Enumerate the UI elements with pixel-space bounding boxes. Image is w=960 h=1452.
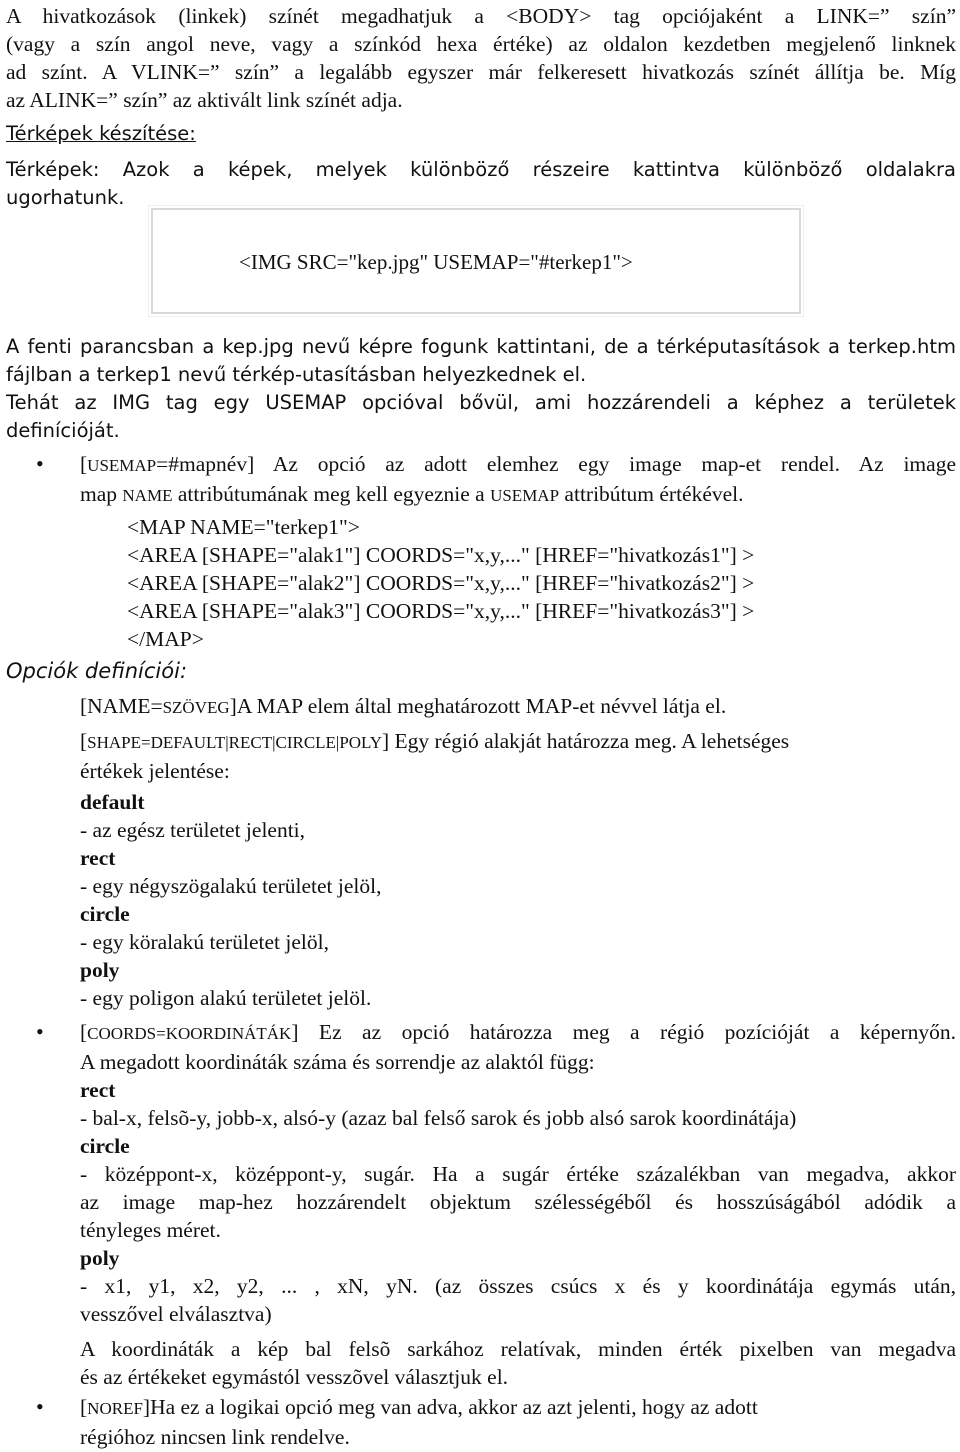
coords-rel-l2: és az értékeket egymástól vesszõvel választjuk el. <box>80 1365 509 1389</box>
coords-poly-name: poly <box>80 1246 120 1270</box>
shape-rect-name: rect <box>80 846 116 870</box>
bullet-usemap: • <box>36 451 44 476</box>
usemap-keyword: USEMAP <box>87 456 157 475</box>
noref-keyword: NOREF <box>87 1399 143 1418</box>
usemap-desc-1: =#mapnév] Az opció az adott elemhez egy image map-et rendel. Az image <box>156 452 956 476</box>
coords-keyword: COORDS=KOORDINÁTÁK <box>87 1024 292 1043</box>
code-line-2: <AREA [SHAPE="alak1"] COORDS="x,y,..." [HREF="hivatkozás1"] > <box>127 543 755 567</box>
definition-paragraph <box>6 156 956 212</box>
bullet-noref: • <box>36 1394 44 1419</box>
usemap-desc-2b: attribútumának meg kell egyeznie a <box>172 482 491 506</box>
bracket-open: [ <box>80 452 88 476</box>
image-placeholder <box>151 208 801 314</box>
coords-circle-l2: az image map-hez hozzárendelt objektum szélességéből és hosszúságából adódik a <box>80 1190 956 1214</box>
shape-keyword: SHAPE=DEFAULT|RECT|CIRCLE|POLY <box>87 733 383 752</box>
intro-line-2: (vagy a szín angol neve, vagy a színkód hexa értéke) az oldalon kezdetben megjelenő linknek <box>6 32 956 56</box>
coords-circle-l1: - középpont-x, középpont-y, sugár. Ha a sugár értéke százalékban van megadva, akkor <box>80 1162 956 1186</box>
code-line-3: <AREA [SHAPE="alak2"] COORDS="x,y,..." [HREF="hivatkozás2"] > <box>127 571 755 595</box>
noref-option <box>80 1393 958 1451</box>
noref-line2: régióhoz nincsen link rendelve. <box>80 1425 350 1449</box>
shape-poly-desc: - egy poligon alakú területet jelöl. <box>80 986 372 1010</box>
shape-opt-b: ] Egy régió alakját határozza meg. A lehetséges <box>382 729 790 753</box>
shape-circle-desc: - egy köralakú területet jelöl, <box>80 930 329 954</box>
name-opt-b: ]A MAP elem által meghatározott MAP-et névvel látja el. <box>229 694 727 718</box>
usemap-option <box>80 450 956 510</box>
intro-line-4: az ALINK=” szín” az aktivált link színét adja. <box>6 88 403 112</box>
shape-circle-name: circle <box>80 902 130 926</box>
code-line-1: <MAP NAME="terkep1"> <box>127 515 360 539</box>
coords-b: ] Ez az opció határozza meg a régió pozícióját a képernyőn. <box>291 1020 956 1044</box>
coords-circle-l3: tényleges méret. <box>80 1218 221 1242</box>
coords-rect-desc: - bal-x, felsõ-y, jobb-x, alsó-y (azaz bal felső sarok és jobb alsó sarok koordinátája) <box>80 1106 797 1130</box>
coords-rel-l1: A koordináták a kép bal felsõ sarkához relatívak, minden érték pixelben van megadva <box>80 1337 956 1361</box>
usemap-desc-2c: attribútum értékével. <box>559 482 744 506</box>
intro-line-3: ad színt. A VLINK=” szín” a legalább egyszer már felkeresett hivatkozás színét állítja be. Míg <box>6 60 956 84</box>
usemap-line-2: fájlban a terkep1 nevű térkép-utasításban helyezkednek el. <box>6 363 587 386</box>
name-opt-a: [NAME= <box>80 694 163 718</box>
usemap-desc-2a: map <box>80 482 123 506</box>
coords-line2: A megadott koordináták száma és sorrendje az alaktól függ: <box>80 1050 595 1074</box>
section-heading: Térképek készítése: <box>6 122 196 145</box>
options-heading: Opciók definíciói: <box>6 659 188 683</box>
shape-opt-line2: értékek jelentése: <box>80 759 230 783</box>
usemap-line-3: Tehát az IMG tag egy USEMAP opcióval bővül, ami hozzárendeli a képhez a területek <box>6 391 956 414</box>
usemap-line-4: definícióját. <box>6 419 120 442</box>
intro-paragraph <box>6 2 956 114</box>
bullet-coords: • <box>36 1019 44 1044</box>
code-line-4: <AREA [SHAPE="alak3"] COORDS="x,y,..." [HREF="hivatkozás3"] > <box>127 599 755 623</box>
shape-rect-desc: - egy négyszögalakú területet jelöl, <box>80 874 382 898</box>
shape-option <box>80 727 958 785</box>
intro-line-1: A hivatkozások (linkek) színét megadhatjuk a <BODY> tag opciójaként a LINK=” szín” <box>6 4 956 28</box>
coords-rect-name: rect <box>80 1078 116 1102</box>
coords-poly-l1: - x1, y1, x2, y2, ... , xN, yN. (az összes csúcs x és y koordinátája egymás után, <box>80 1274 956 1298</box>
definition-line-2: ugorhatunk. <box>6 186 125 209</box>
definition-line-1: Térképek: Azok a képek, melyek különböző részeire kattintva különböző oldalakra <box>6 158 956 181</box>
shape-poly-name: poly <box>80 958 120 982</box>
usemap-keyword-2: USEMAP <box>490 486 560 505</box>
usemap-paragraph <box>6 333 956 445</box>
name-option <box>80 692 958 722</box>
shape-opt-a: [ <box>80 729 88 753</box>
shape-values-list <box>80 788 958 1012</box>
coords-a: [ <box>80 1020 88 1044</box>
coords-option <box>80 1018 956 1391</box>
map-code-block <box>127 513 754 653</box>
szoveg-keyword: SZÖVEG <box>162 698 230 717</box>
name-keyword: NAME <box>122 486 173 505</box>
coords-poly-l2: vesszővel elválasztva) <box>80 1302 272 1326</box>
shape-default-desc: - az egész területet jelenti, <box>80 818 306 842</box>
coords-circle-name: circle <box>80 1134 130 1158</box>
shape-default-name: default <box>80 790 145 814</box>
noref-b: ]Ha ez a logikai opció meg van adva, akkor az azt jelenti, hogy az adott <box>142 1395 758 1419</box>
code-line-5: </MAP> <box>127 627 204 651</box>
usemap-line-1: A fenti parancsban a kep.jpg nevű képre fogunk kattintani, de a térképutasítások a terkep.htm <box>6 335 956 358</box>
img-tag-text: <IMG SRC="kep.jpg" USEMAP="#terkep1"> <box>239 250 633 274</box>
noref-a: [ <box>80 1395 88 1419</box>
